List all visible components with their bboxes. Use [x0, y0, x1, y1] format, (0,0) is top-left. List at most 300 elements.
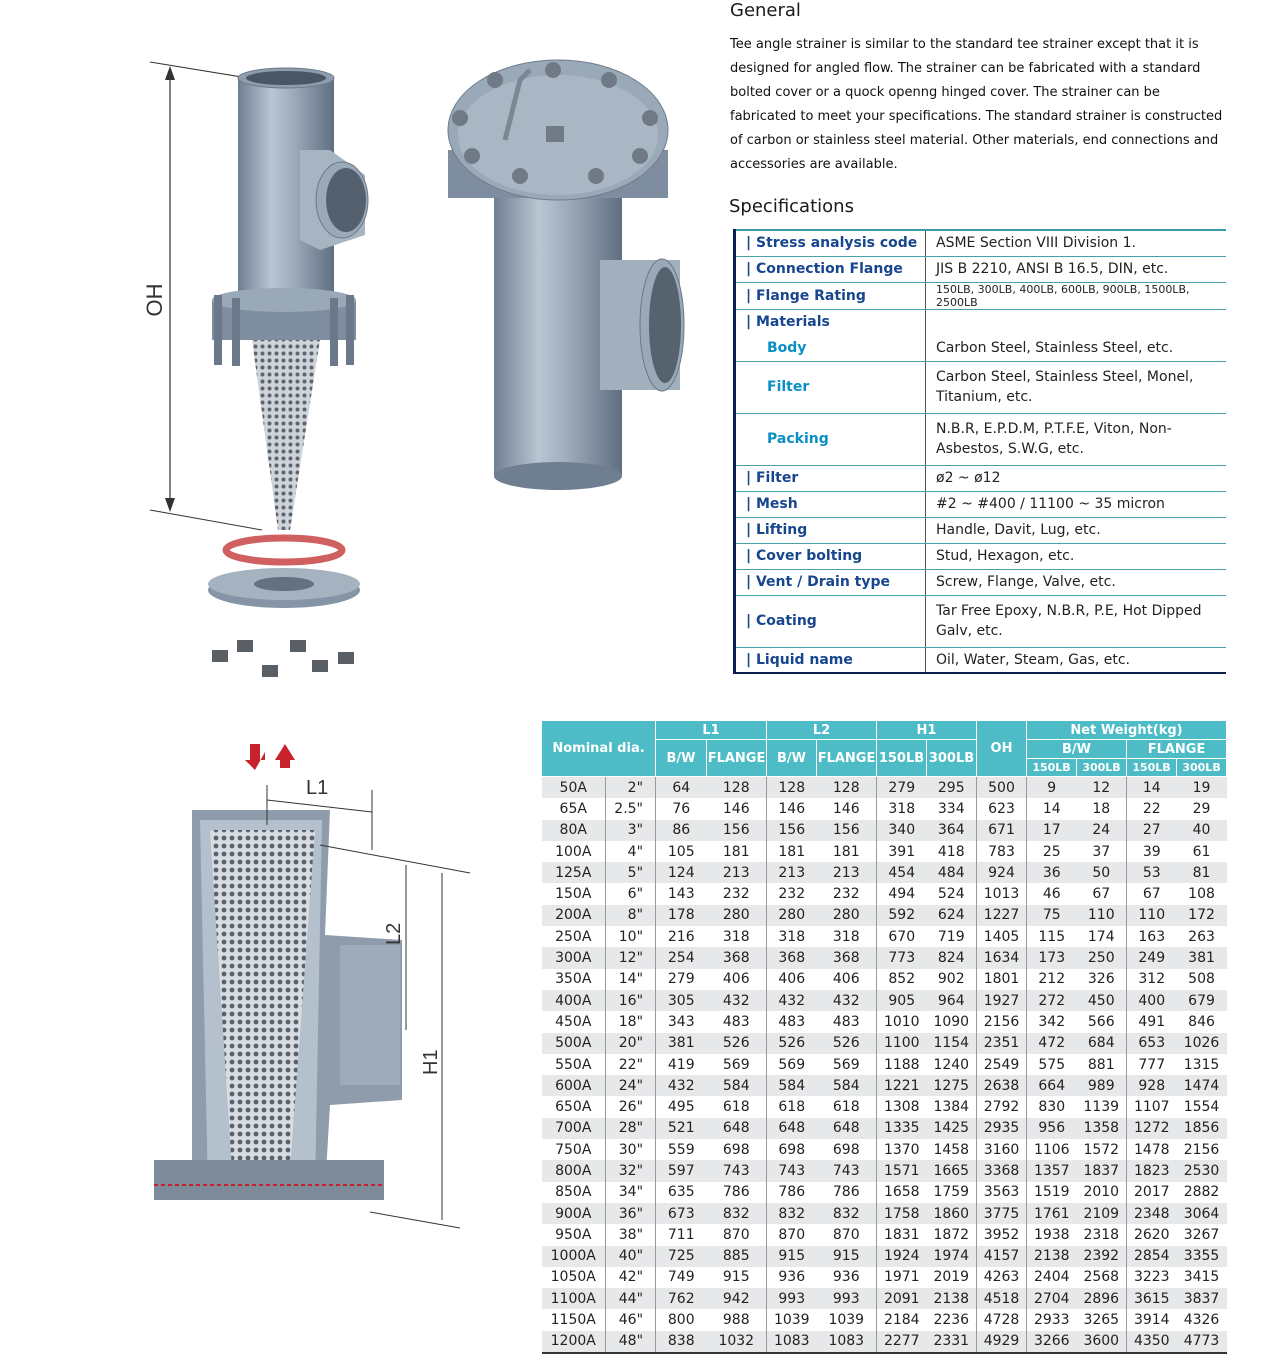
- table-cell: 146: [707, 798, 767, 819]
- table-row: [542, 1054, 1227, 1075]
- spec-key: | Flange Rating: [735, 282, 926, 309]
- table-cell: 1974: [927, 1246, 977, 1267]
- table-cell: 773: [877, 947, 927, 968]
- header-l2-flange: FLANGE: [817, 740, 877, 777]
- table-cell: 936: [767, 1267, 817, 1288]
- table-cell: 2854: [1127, 1246, 1177, 1267]
- table-cell: 17: [1027, 820, 1077, 841]
- table-cell: 181: [767, 841, 817, 862]
- dimension-table: [541, 720, 1227, 1354]
- table-row: [542, 905, 1227, 926]
- spec-value: Tar Free Epoxy, N.B.R, P.E, Hot Dipped Galv, etc.: [926, 595, 1227, 647]
- table-cell: 65A: [542, 798, 606, 819]
- table-cell: 38": [606, 1224, 656, 1245]
- table-cell: 263: [1177, 926, 1227, 947]
- table-cell: 1358: [1077, 1118, 1127, 1139]
- table-cell: 1425: [927, 1118, 977, 1139]
- table-cell: 700A: [542, 1118, 606, 1139]
- table-cell: 3563: [977, 1182, 1027, 1203]
- table-cell: 711: [656, 1224, 707, 1245]
- header-l1: L1: [656, 721, 767, 740]
- table-cell: 3775: [977, 1203, 1027, 1224]
- table-cell: 18: [1077, 798, 1127, 819]
- table-cell: 350A: [542, 969, 606, 990]
- table-cell: 156: [707, 820, 767, 841]
- table-cell: 279: [656, 969, 707, 990]
- spec-key: Body: [735, 335, 926, 361]
- table-cell: 719: [927, 926, 977, 947]
- table-cell: 915: [817, 1246, 877, 1267]
- table-cell: 312: [1127, 969, 1177, 990]
- table-cell: 3600: [1077, 1331, 1127, 1353]
- table-cell: 550A: [542, 1054, 606, 1075]
- table-cell: 50A: [542, 777, 606, 799]
- table-cell: 698: [817, 1139, 877, 1160]
- table-cell: 2017: [1127, 1182, 1177, 1203]
- table-cell: 1106: [1027, 1139, 1077, 1160]
- table-cell: 783: [977, 841, 1027, 862]
- table-cell: 432: [707, 990, 767, 1011]
- table-row: [542, 1224, 1227, 1245]
- table-cell: 4326: [1177, 1309, 1227, 1330]
- table-cell: 1000A: [542, 1246, 606, 1267]
- table-cell: 250: [1077, 947, 1127, 968]
- table-cell: 174: [1077, 926, 1127, 947]
- table-cell: 4773: [1177, 1331, 1227, 1353]
- table-cell: 924: [977, 862, 1027, 883]
- table-cell: 743: [767, 1160, 817, 1181]
- table-cell: 280: [817, 905, 877, 926]
- table-cell: 1100A: [542, 1288, 606, 1309]
- table-cell: 24: [1077, 820, 1127, 841]
- table-cell: 483: [817, 1011, 877, 1032]
- table-cell: 698: [767, 1139, 817, 1160]
- table-cell: 156: [767, 820, 817, 841]
- table-cell: 3064: [1177, 1203, 1227, 1224]
- table-cell: 4518: [977, 1288, 1027, 1309]
- table-cell: 143: [656, 883, 707, 904]
- table-cell: 19: [1177, 777, 1227, 799]
- table-cell: 454: [877, 862, 927, 883]
- table-cell: 524: [927, 883, 977, 904]
- table-cell: 4350: [1127, 1331, 1177, 1353]
- table-cell: 584: [817, 1075, 877, 1096]
- table-cell: 832: [767, 1203, 817, 1224]
- table-cell: 526: [817, 1033, 877, 1054]
- table-cell: 216: [656, 926, 707, 947]
- table-cell: 128: [817, 777, 877, 799]
- table-cell: 450: [1077, 990, 1127, 1011]
- table-cell: 249: [1127, 947, 1177, 968]
- table-cell: 575: [1027, 1054, 1077, 1075]
- table-cell: 1572: [1077, 1139, 1127, 1160]
- table-cell: 832: [707, 1203, 767, 1224]
- table-cell: 343: [656, 1011, 707, 1032]
- table-cell: 212: [1027, 969, 1077, 990]
- table-cell: 125A: [542, 862, 606, 883]
- spec-value: 150LB, 300LB, 400LB, 600LB, 900LB, 1500LB, 2500LB: [926, 282, 1227, 309]
- table-cell: 902: [927, 969, 977, 990]
- spec-value: Carbon Steel, Stainless Steel, Monel, Titanium, etc.: [926, 361, 1227, 413]
- table-cell: 53: [1127, 862, 1177, 883]
- table-cell: 4728: [977, 1309, 1027, 1330]
- table-cell: 2896: [1077, 1288, 1127, 1309]
- table-cell: 27: [1127, 820, 1177, 841]
- table-cell: 624: [927, 905, 977, 926]
- table-cell: 10": [606, 926, 656, 947]
- table-cell: 648: [767, 1118, 817, 1139]
- table-cell: 870: [767, 1224, 817, 1245]
- table-cell: 29: [1177, 798, 1227, 819]
- spec-value: Stud, Hexagon, etc.: [926, 543, 1227, 569]
- table-cell: 3265: [1077, 1309, 1127, 1330]
- table-cell: 777: [1127, 1054, 1177, 1075]
- table-cell: 1150A: [542, 1309, 606, 1330]
- table-cell: 280: [707, 905, 767, 926]
- table-row: [542, 798, 1227, 819]
- table-cell: 26": [606, 1096, 656, 1117]
- table-cell: 36": [606, 1203, 656, 1224]
- table-cell: 988: [707, 1309, 767, 1330]
- table-cell: 1100: [877, 1033, 927, 1054]
- table-cell: 653: [1127, 1033, 1177, 1054]
- table-cell: 1519: [1027, 1182, 1077, 1203]
- table-cell: 928: [1127, 1075, 1177, 1096]
- table-cell: 295: [927, 777, 977, 799]
- table-cell: 318: [817, 926, 877, 947]
- table-row: [542, 1246, 1227, 1267]
- header-l1-flange: FLANGE: [707, 740, 767, 777]
- table-cell: 14: [1027, 798, 1077, 819]
- table-cell: 521: [656, 1118, 707, 1139]
- table-cell: 450A: [542, 1011, 606, 1032]
- spec-key: Filter: [735, 361, 926, 413]
- table-cell: 3267: [1177, 1224, 1227, 1245]
- table-cell: 1927: [977, 990, 1027, 1011]
- table-cell: 110: [1127, 905, 1177, 926]
- table-cell: 618: [707, 1096, 767, 1117]
- table-cell: 1139: [1077, 1096, 1127, 1117]
- table-cell: 381: [1177, 947, 1227, 968]
- table-cell: 1474: [1177, 1075, 1227, 1096]
- table-cell: 2549: [977, 1054, 1027, 1075]
- table-cell: 1478: [1127, 1139, 1177, 1160]
- table-cell: 592: [877, 905, 927, 926]
- table-cell: 743: [817, 1160, 877, 1181]
- spec-key: | Mesh: [735, 491, 926, 517]
- table-cell: 213: [817, 862, 877, 883]
- table-cell: 1823: [1127, 1160, 1177, 1181]
- table-cell: 14": [606, 969, 656, 990]
- l2-label: L2: [383, 922, 405, 945]
- table-cell: 526: [707, 1033, 767, 1054]
- table-cell: 698: [707, 1139, 767, 1160]
- table-cell: 1107: [1127, 1096, 1177, 1117]
- table-cell: 300A: [542, 947, 606, 968]
- table-cell: 1308: [877, 1096, 927, 1117]
- table-cell: 368: [767, 947, 817, 968]
- table-cell: 2.5": [606, 798, 656, 819]
- header-oh: OH: [977, 721, 1027, 777]
- table-cell: 2184: [877, 1309, 927, 1330]
- table-cell: 34": [606, 1182, 656, 1203]
- table-cell: 368: [707, 947, 767, 968]
- table-cell: 232: [817, 883, 877, 904]
- spec-value: Screw, Flange, Valve, etc.: [926, 569, 1227, 595]
- header-weight-flange-150lb: 150LB: [1127, 759, 1177, 777]
- table-cell: 406: [767, 969, 817, 990]
- table-cell: 846: [1177, 1011, 1227, 1032]
- table-cell: 559: [656, 1139, 707, 1160]
- table-cell: 368: [817, 947, 877, 968]
- spec-row: [735, 309, 1227, 335]
- general-heading: General: [730, 0, 801, 21]
- table-row: [542, 862, 1227, 883]
- table-cell: 1275: [927, 1075, 977, 1096]
- table-cell: 12: [1077, 777, 1127, 799]
- table-cell: 46": [606, 1309, 656, 1330]
- table-cell: 915: [767, 1246, 817, 1267]
- table-cell: 618: [817, 1096, 877, 1117]
- table-cell: 500A: [542, 1033, 606, 1054]
- spec-row: [735, 230, 1227, 256]
- table-cell: 1924: [877, 1246, 927, 1267]
- table-cell: 1240: [927, 1054, 977, 1075]
- table-cell: 108: [1177, 883, 1227, 904]
- table-cell: 213: [767, 862, 817, 883]
- table-cell: 905: [877, 990, 927, 1011]
- table-cell: 1831: [877, 1224, 927, 1245]
- table-cell: 472: [1027, 1033, 1077, 1054]
- table-cell: 364: [927, 820, 977, 841]
- table-cell: 2935: [977, 1118, 1027, 1139]
- table-cell: 20": [606, 1033, 656, 1054]
- table-cell: 178: [656, 905, 707, 926]
- table-cell: 838: [656, 1331, 707, 1353]
- table-cell: 1801: [977, 969, 1027, 990]
- table-cell: 2138: [1027, 1246, 1077, 1267]
- table-cell: 915: [707, 1267, 767, 1288]
- table-cell: 400: [1127, 990, 1177, 1011]
- table-cell: 381: [656, 1033, 707, 1054]
- header-l1-bw: B/W: [656, 740, 707, 777]
- table-cell: 391: [877, 841, 927, 862]
- table-cell: 36: [1027, 862, 1077, 883]
- table-cell: 254: [656, 947, 707, 968]
- table-cell: 67: [1077, 883, 1127, 904]
- table-cell: 37: [1077, 841, 1127, 862]
- table-cell: 648: [817, 1118, 877, 1139]
- table-row: [542, 1118, 1227, 1139]
- table-cell: 2351: [977, 1033, 1027, 1054]
- table-cell: 250A: [542, 926, 606, 947]
- table-cell: 342: [1027, 1011, 1077, 1032]
- table-cell: 318: [707, 926, 767, 947]
- spec-value: JIS B 2210, ANSI B 16.5, DIN, etc.: [926, 256, 1227, 282]
- table-cell: 272: [1027, 990, 1077, 1011]
- table-cell: 2019: [927, 1267, 977, 1288]
- table-cell: 1837: [1077, 1160, 1127, 1181]
- spec-row: [735, 491, 1227, 517]
- spec-key: | Cover bolting: [735, 543, 926, 569]
- table-cell: 881: [1077, 1054, 1127, 1075]
- spec-row: [735, 413, 1227, 465]
- table-cell: 3952: [977, 1224, 1027, 1245]
- table-cell: 406: [817, 969, 877, 990]
- table-cell: 3223: [1127, 1267, 1177, 1288]
- spec-value: N.B.R, E.P.D.M, P.T.F.E, Viton, Non-Asbestos, S.W.G, etc.: [926, 413, 1227, 465]
- spec-value: ASME Section VIII Division 1.: [926, 230, 1227, 256]
- table-row: [542, 1033, 1227, 1054]
- table-cell: 100A: [542, 841, 606, 862]
- table-cell: 1039: [767, 1309, 817, 1330]
- spec-value: Carbon Steel, Stainless Steel, etc.: [926, 335, 1227, 361]
- table-cell: 2792: [977, 1096, 1027, 1117]
- table-cell: 2404: [1027, 1267, 1077, 1288]
- table-cell: 28": [606, 1118, 656, 1139]
- spec-key: | Stress analysis code: [735, 230, 926, 256]
- table-cell: 483: [707, 1011, 767, 1032]
- table-cell: 684: [1077, 1033, 1127, 1054]
- spec-row: [735, 517, 1227, 543]
- table-cell: 743: [707, 1160, 767, 1181]
- table-cell: 1050A: [542, 1267, 606, 1288]
- table-cell: 870: [707, 1224, 767, 1245]
- table-cell: 213: [707, 862, 767, 883]
- table-cell: 1665: [927, 1160, 977, 1181]
- table-cell: 4157: [977, 1246, 1027, 1267]
- table-cell: 2010: [1077, 1182, 1127, 1203]
- table-cell: 664: [1027, 1075, 1077, 1096]
- header-h1-300lb: 300LB: [927, 740, 977, 777]
- table-cell: 1039: [817, 1309, 877, 1330]
- table-cell: 1272: [1127, 1118, 1177, 1139]
- table-cell: 110: [1077, 905, 1127, 926]
- table-cell: 105: [656, 841, 707, 862]
- table-cell: 181: [707, 841, 767, 862]
- spec-row: [735, 595, 1227, 647]
- table-row: [542, 777, 1227, 799]
- table-cell: 40: [1177, 820, 1227, 841]
- header-weight-bw: B/W: [1027, 740, 1127, 759]
- table-cell: 491: [1127, 1011, 1177, 1032]
- table-cell: 942: [707, 1288, 767, 1309]
- table-cell: 749: [656, 1267, 707, 1288]
- table-cell: 2156: [1177, 1139, 1227, 1160]
- table-cell: 3837: [1177, 1288, 1227, 1309]
- table-cell: 2156: [977, 1011, 1027, 1032]
- spec-row: [735, 361, 1227, 413]
- table-cell: 1384: [927, 1096, 977, 1117]
- table-cell: 2277: [877, 1331, 927, 1353]
- table-cell: 18": [606, 1011, 656, 1032]
- header-h1: H1: [877, 721, 977, 740]
- table-cell: 852: [877, 969, 927, 990]
- spec-value: Handle, Davit, Lug, etc.: [926, 517, 1227, 543]
- table-cell: 956: [1027, 1118, 1077, 1139]
- table-cell: 1856: [1177, 1118, 1227, 1139]
- table-cell: 9: [1027, 777, 1077, 799]
- table-cell: 75: [1027, 905, 1077, 926]
- table-cell: 3160: [977, 1139, 1027, 1160]
- table-cell: 3355: [1177, 1246, 1227, 1267]
- table-cell: 3615: [1127, 1288, 1177, 1309]
- spec-row: [735, 465, 1227, 491]
- table-cell: 1227: [977, 905, 1027, 926]
- table-cell: 146: [767, 798, 817, 819]
- spec-row: [735, 543, 1227, 569]
- table-row: [542, 1267, 1227, 1288]
- table-cell: 1013: [977, 883, 1027, 904]
- table-cell: 1405: [977, 926, 1027, 947]
- table-cell: 30": [606, 1139, 656, 1160]
- spec-value: ø2 ~ ø12: [926, 465, 1227, 491]
- header-l2-bw: B/W: [767, 740, 817, 777]
- table-cell: 318: [877, 798, 927, 819]
- spec-value: [926, 309, 1227, 335]
- table-cell: 762: [656, 1288, 707, 1309]
- spec-key: | Lifting: [735, 517, 926, 543]
- table-cell: 22: [1127, 798, 1177, 819]
- table-cell: 61: [1177, 841, 1227, 862]
- table-cell: 2704: [1027, 1288, 1077, 1309]
- table-cell: 150A: [542, 883, 606, 904]
- table-cell: 432: [767, 990, 817, 1011]
- table-cell: 2392: [1077, 1246, 1127, 1267]
- spec-key: | Liquid name: [735, 647, 926, 673]
- header-l2: L2: [767, 721, 877, 740]
- table-cell: 3266: [1027, 1331, 1077, 1353]
- spec-key: | Materials: [735, 309, 926, 335]
- table-cell: 494: [877, 883, 927, 904]
- table-cell: 1315: [1177, 1054, 1227, 1075]
- table-cell: 500: [977, 777, 1027, 799]
- table-cell: 39: [1127, 841, 1177, 862]
- table-row: [542, 1331, 1227, 1353]
- table-row: [542, 990, 1227, 1011]
- table-cell: 786: [707, 1182, 767, 1203]
- table-row: [542, 1309, 1227, 1330]
- table-cell: 800: [656, 1309, 707, 1330]
- table-cell: 671: [977, 820, 1027, 841]
- table-cell: 1759: [927, 1182, 977, 1203]
- h1-label: H1: [420, 1049, 442, 1075]
- table-cell: 2638: [977, 1075, 1027, 1096]
- exploded-strainer-illustration: [0, 0, 720, 700]
- table-cell: 44": [606, 1288, 656, 1309]
- spec-row: [735, 282, 1227, 309]
- table-row: [542, 1075, 1227, 1096]
- spec-key: | Vent / Drain type: [735, 569, 926, 595]
- table-cell: 2530: [1177, 1160, 1227, 1181]
- table-cell: 173: [1027, 947, 1077, 968]
- cutaway-drawing: [140, 730, 530, 1250]
- l1-label: L1: [306, 777, 329, 799]
- table-cell: 1335: [877, 1118, 927, 1139]
- table-cell: 4263: [977, 1267, 1027, 1288]
- table-cell: 115: [1027, 926, 1077, 947]
- table-row: [542, 841, 1227, 862]
- table-cell: 418: [927, 841, 977, 862]
- table-cell: 4": [606, 841, 656, 862]
- table-cell: 495: [656, 1096, 707, 1117]
- table-cell: 24": [606, 1075, 656, 1096]
- spec-value: #2 ~ #400 / 11100 ~ 35 micron: [926, 491, 1227, 517]
- table-cell: 340: [877, 820, 927, 841]
- table-cell: 786: [767, 1182, 817, 1203]
- table-cell: 569: [707, 1054, 767, 1075]
- table-cell: 156: [817, 820, 877, 841]
